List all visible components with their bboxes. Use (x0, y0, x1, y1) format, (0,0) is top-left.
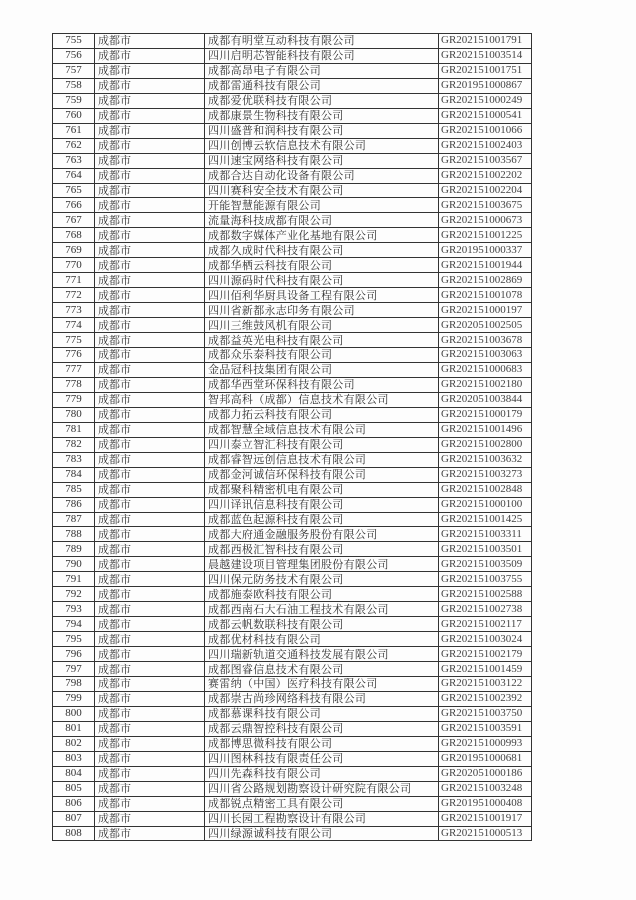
table-row (53, 662, 532, 677)
company-name-cell: 成都云帆数联科技有限公司 (205, 617, 439, 632)
certificate-number-cell: GR202151003675 (439, 198, 532, 213)
row-number: 793 (53, 602, 95, 617)
company-name-cell: 四川保元防务技术有限公司 (205, 572, 439, 587)
row-number: 807 (53, 811, 95, 826)
row-number: 803 (53, 751, 95, 766)
city-cell: 成都市 (95, 243, 205, 258)
company-name-cell: 流量海科技成都有限公司 (205, 213, 439, 228)
table-row (53, 303, 532, 318)
table-row (53, 811, 532, 826)
city-cell: 成都市 (95, 482, 205, 497)
city-cell: 成都市 (95, 632, 205, 647)
city-cell: 成都市 (95, 138, 205, 153)
row-number: 808 (53, 826, 95, 841)
city-cell: 成都市 (95, 407, 205, 422)
row-number: 768 (53, 228, 95, 243)
row-number: 767 (53, 213, 95, 228)
certificate-number-cell: GR201951000408 (439, 796, 532, 811)
certificate-number-cell: GR202151002800 (439, 437, 532, 452)
city-cell: 成都市 (95, 662, 205, 677)
row-number: 801 (53, 721, 95, 736)
company-name-cell: 四川佰利华厨具设备工程有限公司 (205, 288, 439, 303)
city-cell: 成都市 (95, 78, 205, 93)
row-number: 781 (53, 422, 95, 437)
certificate-number-cell: GR202151003678 (439, 333, 532, 348)
company-name-cell: 成都西南石大石油工程技术有限公司 (205, 602, 439, 617)
table-row (53, 437, 532, 452)
company-name-cell: 四川源码时代科技有限公司 (205, 273, 439, 288)
company-name-cell: 成都慕课科技有限公司 (205, 706, 439, 721)
row-number: 764 (53, 168, 95, 183)
table-body (53, 34, 532, 841)
table-row (53, 422, 532, 437)
company-name-cell: 成都金河诚信环保科技有限公司 (205, 467, 439, 482)
certificate-number-cell: GR202051000186 (439, 766, 532, 781)
company-name-cell: 成都西极汇智科技有限公司 (205, 542, 439, 557)
certificate-number-cell: GR202151001944 (439, 258, 532, 273)
row-number: 788 (53, 527, 95, 542)
row-number: 790 (53, 557, 95, 572)
city-cell: 成都市 (95, 108, 205, 123)
certificate-number-cell: GR202151002204 (439, 183, 532, 198)
table-row (53, 258, 532, 273)
row-number: 805 (53, 781, 95, 796)
company-name-cell: 成都雷通科技有限公司 (205, 78, 439, 93)
row-number: 755 (53, 34, 95, 49)
city-cell: 成都市 (95, 721, 205, 736)
certificate-number-cell: GR202151001066 (439, 123, 532, 138)
company-name-cell: 成都力拓云科技有限公司 (205, 407, 439, 422)
certificate-number-cell: GR202151003311 (439, 527, 532, 542)
certificate-number-cell: GR202151002392 (439, 691, 532, 706)
row-number: 771 (53, 273, 95, 288)
company-name-cell: 开能智慧能源有限公司 (205, 198, 439, 213)
city-cell: 成都市 (95, 273, 205, 288)
enterprise-list-table (52, 33, 532, 841)
city-cell: 成都市 (95, 602, 205, 617)
city-cell: 成都市 (95, 437, 205, 452)
certificate-number-cell: GR202151002403 (439, 138, 532, 153)
row-number: 783 (53, 452, 95, 467)
table-row (53, 138, 532, 153)
table-row (53, 362, 532, 377)
company-name-cell: 成都崇古尚珍网络科技有限公司 (205, 691, 439, 706)
row-number: 804 (53, 766, 95, 781)
row-number: 774 (53, 318, 95, 333)
company-name-cell: 四川创博云软信息技术有限公司 (205, 138, 439, 153)
table-row (53, 392, 532, 407)
table-row (53, 467, 532, 482)
company-name-cell: 成都睿智远创信息技术有限公司 (205, 452, 439, 467)
row-number: 765 (53, 183, 95, 198)
certificate-number-cell: GR202151001078 (439, 288, 532, 303)
company-name-cell: 成都数字媒体产业化基地有限公司 (205, 228, 439, 243)
row-number: 762 (53, 138, 95, 153)
row-number: 756 (53, 48, 95, 63)
table-row (53, 781, 532, 796)
row-number: 784 (53, 467, 95, 482)
table-row (53, 751, 532, 766)
certificate-number-cell: GR202151001225 (439, 228, 532, 243)
row-number: 792 (53, 587, 95, 602)
certificate-number-cell: GR202151001751 (439, 63, 532, 78)
certificate-number-cell: GR202151002180 (439, 377, 532, 392)
table-row (53, 542, 532, 557)
certificate-number-cell: GR202151000993 (439, 736, 532, 751)
row-number: 773 (53, 303, 95, 318)
table-row (53, 228, 532, 243)
row-number: 806 (53, 796, 95, 811)
table-row (53, 452, 532, 467)
certificate-number-cell: GR202151001791 (439, 34, 532, 49)
company-name-cell: 四川三维鼓风机有限公司 (205, 318, 439, 333)
certificate-number-cell: GR202151001917 (439, 811, 532, 826)
certificate-number-cell: GR202151002117 (439, 617, 532, 632)
city-cell: 成都市 (95, 153, 205, 168)
company-name-cell: 四川长园工程勘察设计有限公司 (205, 811, 439, 826)
company-name-cell: 成都有明堂互动科技有限公司 (205, 34, 439, 49)
city-cell: 成都市 (95, 48, 205, 63)
city-cell: 成都市 (95, 258, 205, 273)
company-name-cell: 成都华栖云科技有限公司 (205, 258, 439, 273)
company-name-cell: 智邦高科（成都）信息技术有限公司 (205, 392, 439, 407)
city-cell: 成都市 (95, 497, 205, 512)
city-cell: 成都市 (95, 557, 205, 572)
row-number: 795 (53, 632, 95, 647)
row-number: 780 (53, 407, 95, 422)
row-number: 798 (53, 676, 95, 691)
certificate-number-cell: GR202151002588 (439, 587, 532, 602)
company-name-cell: 四川赛科安全技术有限公司 (205, 183, 439, 198)
city-cell: 成都市 (95, 587, 205, 602)
city-cell: 成都市 (95, 362, 205, 377)
table-row (53, 153, 532, 168)
table-row (53, 168, 532, 183)
company-name-cell: 成都高昂电子有限公司 (205, 63, 439, 78)
city-cell: 成都市 (95, 303, 205, 318)
city-cell: 成都市 (95, 647, 205, 662)
table-row (53, 273, 532, 288)
company-name-cell: 四川启明芯智能科技有限公司 (205, 48, 439, 63)
company-name-cell: 成都久成时代科技有限公司 (205, 243, 439, 258)
company-name-cell: 四川盛普和润科技有限公司 (205, 123, 439, 138)
table-row (53, 826, 532, 841)
table-row (53, 497, 532, 512)
table-row (53, 34, 532, 49)
city-cell: 成都市 (95, 452, 205, 467)
company-name-cell: 成都云鼎智控科技有限公司 (205, 721, 439, 736)
company-name-cell: 四川速宝网络科技有限公司 (205, 153, 439, 168)
row-number: 782 (53, 437, 95, 452)
certificate-number-cell: GR202151000683 (439, 362, 532, 377)
company-name-cell: 成都爱优联科技有限公司 (205, 93, 439, 108)
city-cell: 成都市 (95, 333, 205, 348)
city-cell: 成都市 (95, 123, 205, 138)
city-cell: 成都市 (95, 796, 205, 811)
city-cell: 成都市 (95, 617, 205, 632)
row-number: 796 (53, 647, 95, 662)
table-row (53, 93, 532, 108)
table-row (53, 602, 532, 617)
row-number: 779 (53, 392, 95, 407)
city-cell: 成都市 (95, 392, 205, 407)
certificate-number-cell: GR202151003273 (439, 467, 532, 482)
certificate-number-cell: GR202151003122 (439, 676, 532, 691)
certificate-number-cell: GR202151000541 (439, 108, 532, 123)
company-name-cell: 赛雷纳（中国）医疗科技有限公司 (205, 676, 439, 691)
row-number: 777 (53, 362, 95, 377)
company-name-cell: 四川译讯信息科技有限公司 (205, 497, 439, 512)
company-name-cell: 四川省公路规划勘察设计研究院有限公司 (205, 781, 439, 796)
table-row (53, 243, 532, 258)
row-number: 769 (53, 243, 95, 258)
city-cell: 成都市 (95, 706, 205, 721)
row-number: 770 (53, 258, 95, 273)
city-cell: 成都市 (95, 228, 205, 243)
table-row (53, 736, 532, 751)
city-cell: 成都市 (95, 691, 205, 706)
city-cell: 成都市 (95, 542, 205, 557)
city-cell: 成都市 (95, 183, 205, 198)
table-row (53, 183, 532, 198)
city-cell: 成都市 (95, 751, 205, 766)
table-row (53, 407, 532, 422)
company-name-cell: 成都聚科精密机电有限公司 (205, 482, 439, 497)
company-name-cell: 成都图睿信息技术有限公司 (205, 662, 439, 677)
certificate-number-cell: GR202151003750 (439, 706, 532, 721)
row-number: 787 (53, 512, 95, 527)
city-cell: 成都市 (95, 377, 205, 392)
table-row (53, 706, 532, 721)
company-name-cell: 成都蓝色起源科技有限公司 (205, 512, 439, 527)
row-number: 786 (53, 497, 95, 512)
company-name-cell: 四川图林科技有限责任公司 (205, 751, 439, 766)
city-cell: 成都市 (95, 572, 205, 587)
row-number: 794 (53, 617, 95, 632)
city-cell: 成都市 (95, 676, 205, 691)
certificate-number-cell: GR202151002738 (439, 602, 532, 617)
company-name-cell: 成都锐点精密工具有限公司 (205, 796, 439, 811)
city-cell: 成都市 (95, 198, 205, 213)
row-number: 760 (53, 108, 95, 123)
city-cell: 成都市 (95, 422, 205, 437)
certificate-number-cell: GR202151001459 (439, 662, 532, 677)
city-cell: 成都市 (95, 318, 205, 333)
table-row (53, 527, 532, 542)
company-name-cell: 四川先森科技有限公司 (205, 766, 439, 781)
row-number: 776 (53, 348, 95, 363)
row-number: 785 (53, 482, 95, 497)
table-row (53, 572, 532, 587)
city-cell: 成都市 (95, 288, 205, 303)
row-number: 802 (53, 736, 95, 751)
table-row (53, 557, 532, 572)
certificate-number-cell: GR202151003567 (439, 153, 532, 168)
table-row (53, 48, 532, 63)
table-row (53, 318, 532, 333)
company-name-cell: 成都优材科技有限公司 (205, 632, 439, 647)
table-row (53, 676, 532, 691)
certificate-number-cell: GR202151001496 (439, 422, 532, 437)
table-row (53, 63, 532, 78)
company-name-cell: 晨越建设项目管理集团股份有限公司 (205, 557, 439, 572)
city-cell: 成都市 (95, 811, 205, 826)
table-row (53, 198, 532, 213)
certificate-number-cell: GR202151000179 (439, 407, 532, 422)
table-row (53, 647, 532, 662)
company-name-cell: 成都大府通金融服务股份有限公司 (205, 527, 439, 542)
city-cell: 成都市 (95, 736, 205, 751)
company-name-cell: 四川绿源诚科技有限公司 (205, 826, 439, 841)
row-number: 799 (53, 691, 95, 706)
company-name-cell: 四川省新都永志印务有限公司 (205, 303, 439, 318)
row-number: 763 (53, 153, 95, 168)
city-cell: 成都市 (95, 34, 205, 49)
table-row (53, 632, 532, 647)
certificate-number-cell: GR201951000867 (439, 78, 532, 93)
row-number: 775 (53, 333, 95, 348)
company-name-cell: 成都益英光电科技有限公司 (205, 333, 439, 348)
row-number: 759 (53, 93, 95, 108)
company-name-cell: 成都康景生物科技有限公司 (205, 108, 439, 123)
certificate-number-cell: GR202151002848 (439, 482, 532, 497)
city-cell: 成都市 (95, 63, 205, 78)
certificate-number-cell: GR202151002179 (439, 647, 532, 662)
certificate-number-cell: GR202151001425 (439, 512, 532, 527)
certificate-number-cell: GR202151000513 (439, 826, 532, 841)
city-cell: 成都市 (95, 213, 205, 228)
table-row (53, 617, 532, 632)
certificate-number-cell: GR201951000681 (439, 751, 532, 766)
table-row (53, 348, 532, 363)
table-row (53, 78, 532, 93)
certificate-number-cell: GR202151003248 (439, 781, 532, 796)
certificate-number-cell: GR202151003591 (439, 721, 532, 736)
company-name-cell: 成都众乐泰科技有限公司 (205, 348, 439, 363)
city-cell: 成都市 (95, 826, 205, 841)
certificate-number-cell: GR202151003024 (439, 632, 532, 647)
city-cell: 成都市 (95, 168, 205, 183)
city-cell: 成都市 (95, 512, 205, 527)
certificate-number-cell: GR201951000337 (439, 243, 532, 258)
row-number: 800 (53, 706, 95, 721)
city-cell: 成都市 (95, 527, 205, 542)
certificate-number-cell: GR202151000100 (439, 497, 532, 512)
certificate-number-cell: GR202151003514 (439, 48, 532, 63)
certificate-number-cell: GR202151003632 (439, 452, 532, 467)
company-name-cell: 成都合达自动化设备有限公司 (205, 168, 439, 183)
company-name-cell: 成都施泰欧科技有限公司 (205, 587, 439, 602)
certificate-number-cell: GR202051002505 (439, 318, 532, 333)
certificate-number-cell: GR202051003844 (439, 392, 532, 407)
table-row (53, 288, 532, 303)
certificate-number-cell: GR202151000197 (439, 303, 532, 318)
certificate-number-cell: GR202151002869 (439, 273, 532, 288)
certificate-number-cell: GR202151003755 (439, 572, 532, 587)
city-cell: 成都市 (95, 348, 205, 363)
city-cell: 成都市 (95, 766, 205, 781)
table-row (53, 123, 532, 138)
row-number: 772 (53, 288, 95, 303)
table-row (53, 766, 532, 781)
certificate-number-cell: GR202151000249 (439, 93, 532, 108)
row-number: 761 (53, 123, 95, 138)
table-row (53, 333, 532, 348)
certificate-number-cell: GR202151000673 (439, 213, 532, 228)
city-cell: 成都市 (95, 93, 205, 108)
company-name-cell: 四川瑞新轨道交通科技发展有限公司 (205, 647, 439, 662)
table-row (53, 512, 532, 527)
company-name-cell: 成都华西堂环保科技有限公司 (205, 377, 439, 392)
table-row (53, 377, 532, 392)
row-number: 791 (53, 572, 95, 587)
row-number: 778 (53, 377, 95, 392)
row-number: 766 (53, 198, 95, 213)
row-number: 797 (53, 662, 95, 677)
table-row (53, 482, 532, 497)
table-row (53, 796, 532, 811)
city-cell: 成都市 (95, 467, 205, 482)
table-row (53, 587, 532, 602)
table-row (53, 721, 532, 736)
company-name-cell: 金品冠科技集团有限公司 (205, 362, 439, 377)
company-name-cell: 四川泰立智汇科技有限公司 (205, 437, 439, 452)
row-number: 758 (53, 78, 95, 93)
row-number: 757 (53, 63, 95, 78)
certificate-number-cell: GR202151003509 (439, 557, 532, 572)
table-row (53, 691, 532, 706)
city-cell: 成都市 (95, 781, 205, 796)
certificate-number-cell: GR202151002202 (439, 168, 532, 183)
table-row (53, 108, 532, 123)
company-name-cell: 成都智慧全域信息技术有限公司 (205, 422, 439, 437)
company-name-cell: 成都博思微科技有限公司 (205, 736, 439, 751)
certificate-number-cell: GR202151003063 (439, 348, 532, 363)
certificate-number-cell: GR202151003501 (439, 542, 532, 557)
table-row (53, 213, 532, 228)
row-number: 789 (53, 542, 95, 557)
